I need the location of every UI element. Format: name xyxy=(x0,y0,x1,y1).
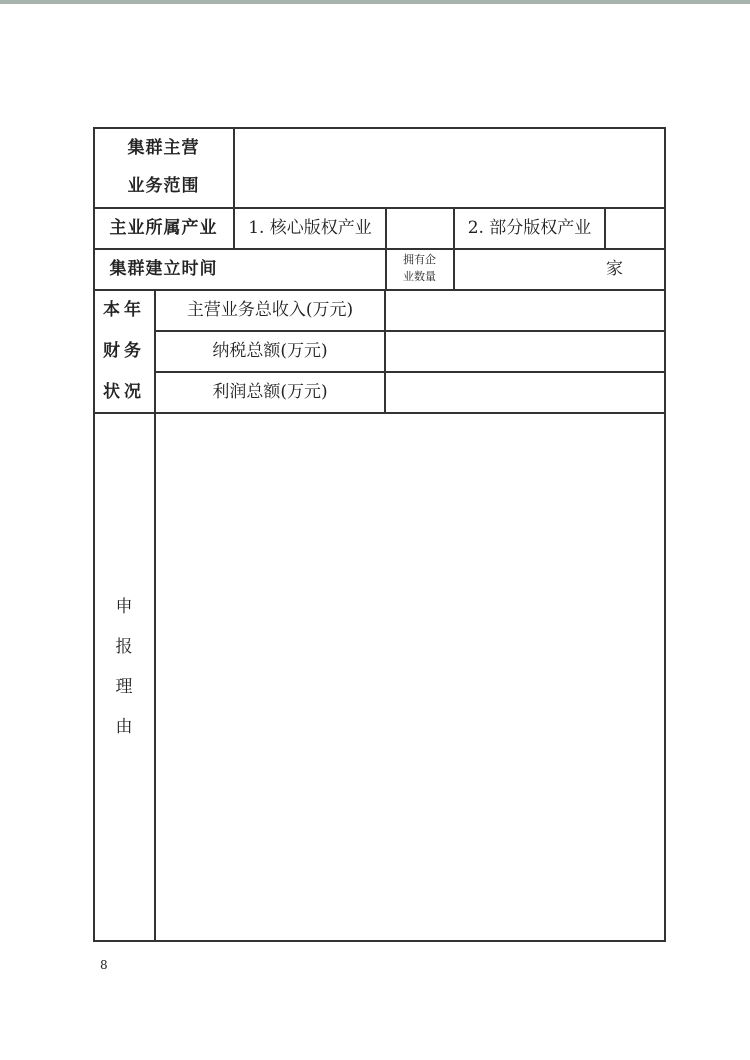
revenue-label: 主营业务总收入(万元) xyxy=(186,300,354,320)
enterprise-count-unit: 家 xyxy=(606,259,623,279)
financial-status-label-line2: 财务 xyxy=(103,341,145,361)
enterprise-count-field[interactable] xyxy=(455,250,605,288)
financial-status-label-line1: 本年 xyxy=(103,300,145,320)
profit-label: 利润总额(万元) xyxy=(212,382,328,402)
application-reason-char-2: 报 xyxy=(115,637,133,657)
cluster-business-scope-field[interactable] xyxy=(235,129,663,206)
main-industry-option1-checkbox[interactable] xyxy=(387,209,452,247)
established-time-field[interactable] xyxy=(235,250,384,288)
main-industry-option1-label: 1. 核心版权产业 xyxy=(248,218,372,238)
main-industry-option2-checkbox[interactable] xyxy=(606,209,663,247)
enterprise-count-label-line1: 拥有企 xyxy=(403,253,436,266)
application-reason-field[interactable] xyxy=(156,414,663,939)
application-reason-char-4: 由 xyxy=(115,717,133,737)
table-border-right xyxy=(664,127,666,942)
main-industry-option2-label: 2. 部分版权产业 xyxy=(467,218,592,238)
cluster-business-scope-label-line1: 集群主营 xyxy=(127,138,200,158)
revenue-field[interactable] xyxy=(386,291,663,329)
main-industry-label: 主业所属产业 xyxy=(109,218,218,238)
page-number: 8 xyxy=(100,958,108,972)
enterprise-count-label-line2: 业数量 xyxy=(403,270,436,283)
application-reason-char-1: 申 xyxy=(115,597,133,617)
profit-field[interactable] xyxy=(386,373,663,411)
established-time-label: 集群建立时间 xyxy=(109,259,218,279)
row-divider-1 xyxy=(93,207,665,209)
table-border-bottom xyxy=(93,940,665,942)
financial-status-label-line3: 状况 xyxy=(103,382,145,402)
tax-label: 纳税总额(万元) xyxy=(212,341,328,361)
application-reason-char-3: 理 xyxy=(115,677,133,697)
cluster-business-scope-label-line2: 业务范围 xyxy=(127,176,200,196)
tax-field[interactable] xyxy=(386,332,663,370)
table-border-left xyxy=(93,127,95,942)
scan-top-strip xyxy=(0,0,750,4)
